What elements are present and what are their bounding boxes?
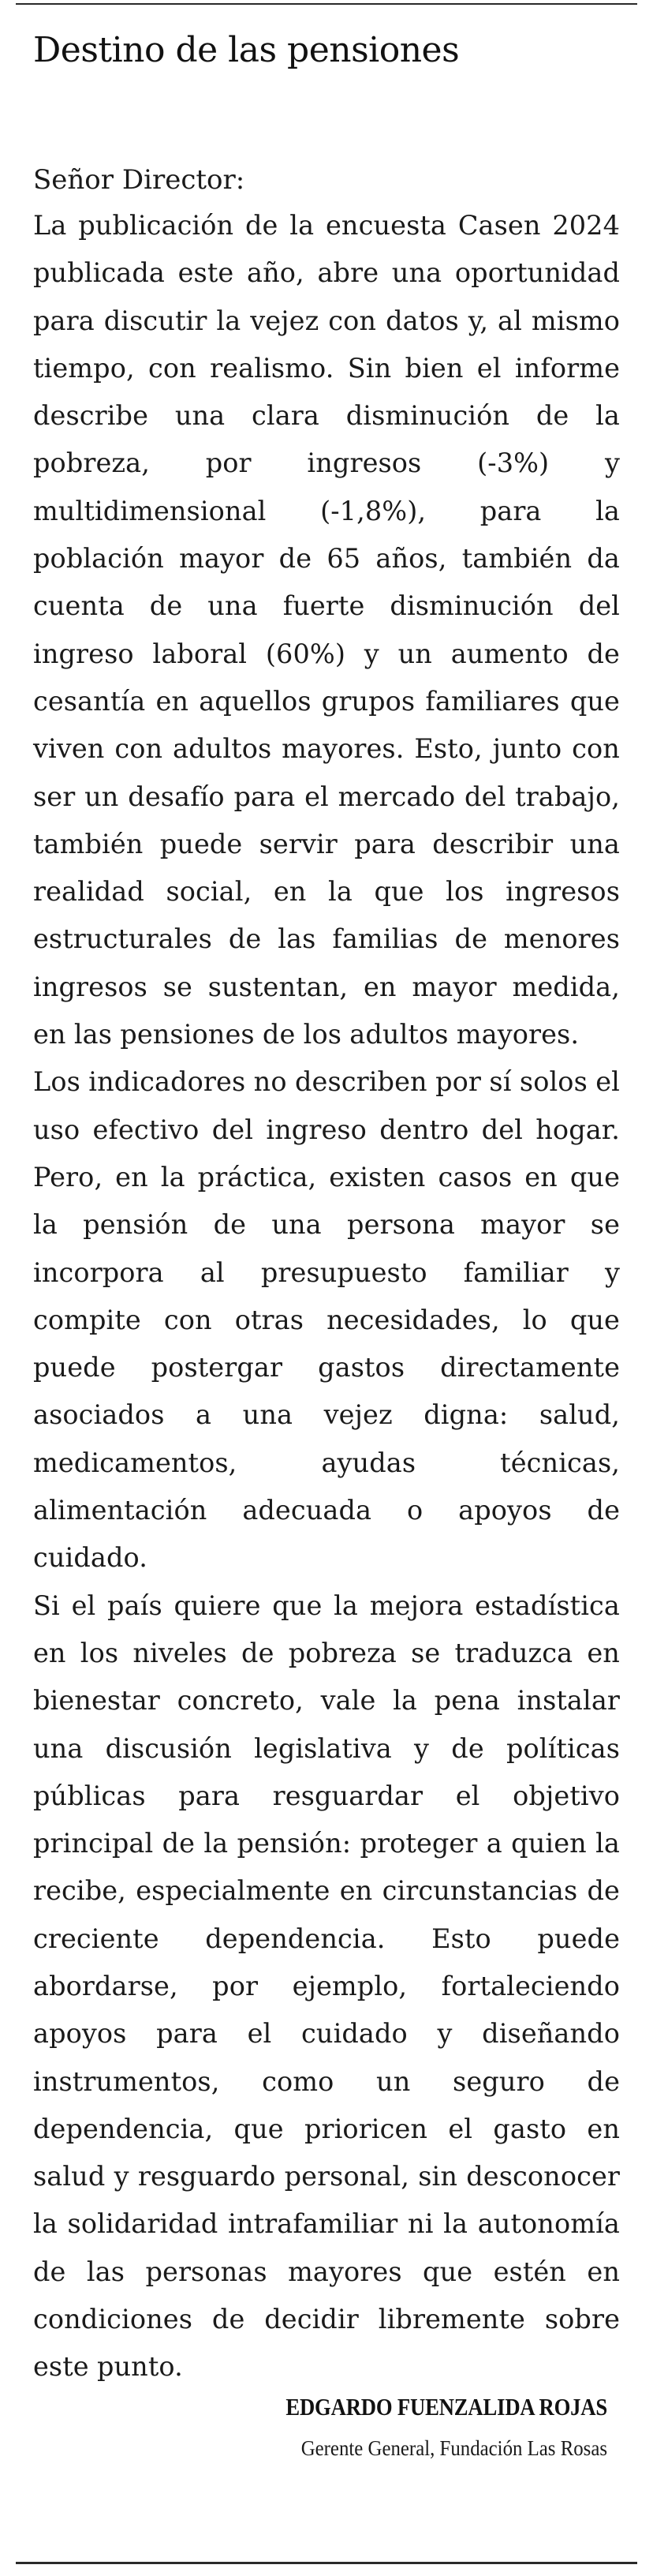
signature-block xyxy=(233,2393,607,2461)
body-paragraph-2: Los indicadores no describen por sí solos el uso efectivo del ingreso dentro del hogar. Pero, en la práctica, existen casos en que la pensión de una persona mayor se incorpora al presupuesto familiar y compite con otras necesidades, lo que puede postergar gastos directamente asociados a una vejez digna: salud, medicamentos, ayudas técnicas, alimentación adecuada o apoyos de cuidado. xyxy=(33,1066,620,1574)
article-headline: Destino de las pensiones xyxy=(33,30,460,70)
body-paragraph-3: Si el país quiere que la mejora estadística en los niveles de pobreza se traduzca en bienestar concreto, vale la pena instalar una discusión legislativa y de políticas públicas para resguardar el objetivo principal de la pensión: proteger a quien la recibe, especialmente en circunstancias de creciente dependencia. Esto puede abordarse, por ejemplo, fortaleciendo apoyos para el cuidado y diseñando instrumentos, como un seguro de dependencia, que prioricen el gasto en salud y resguardo personal, sin desconocer la solidaridad intrafamiliar ni la autonomía de las personas mayores que estén en condiciones de decidir libremente sobre este punto. xyxy=(33,1589,620,2383)
author-title: Gerente General, Fundación Las Rosas xyxy=(300,2436,607,2460)
top-border-rule xyxy=(16,3,637,5)
letter-to-editor xyxy=(33,28,620,2391)
body-paragraph-1: La publicación de la encuesta Casen 2024 publicada este año, abre una oportunidad para discutir la vejez con datos y, al mismo tiempo, con realismo. Sin bien el informe describe una clara disminución de la pobreza, por ingresos (-3%) y multidimensional (-1,8%), para la población mayor de 65 años, también da cuenta de una fuerte disminución del ingreso laboral (60%) y un aumento de cesantía en aquellos grupos familiares que viven con adultos mayores. Esto, junto con ser un desafío para el mercado del trabajo, también puede servir para describir una realidad social, en la que los ingresos estructurales de las familias de menores ingresos se sustentan, en mayor medida, en las pensiones de los adultos mayores. xyxy=(33,210,620,1050)
author-name: EDGARDO FUENZALIDA ROJAS xyxy=(285,2393,607,2421)
bottom-border-rule xyxy=(16,2562,637,2564)
salutation: Señor Director: xyxy=(33,164,245,196)
